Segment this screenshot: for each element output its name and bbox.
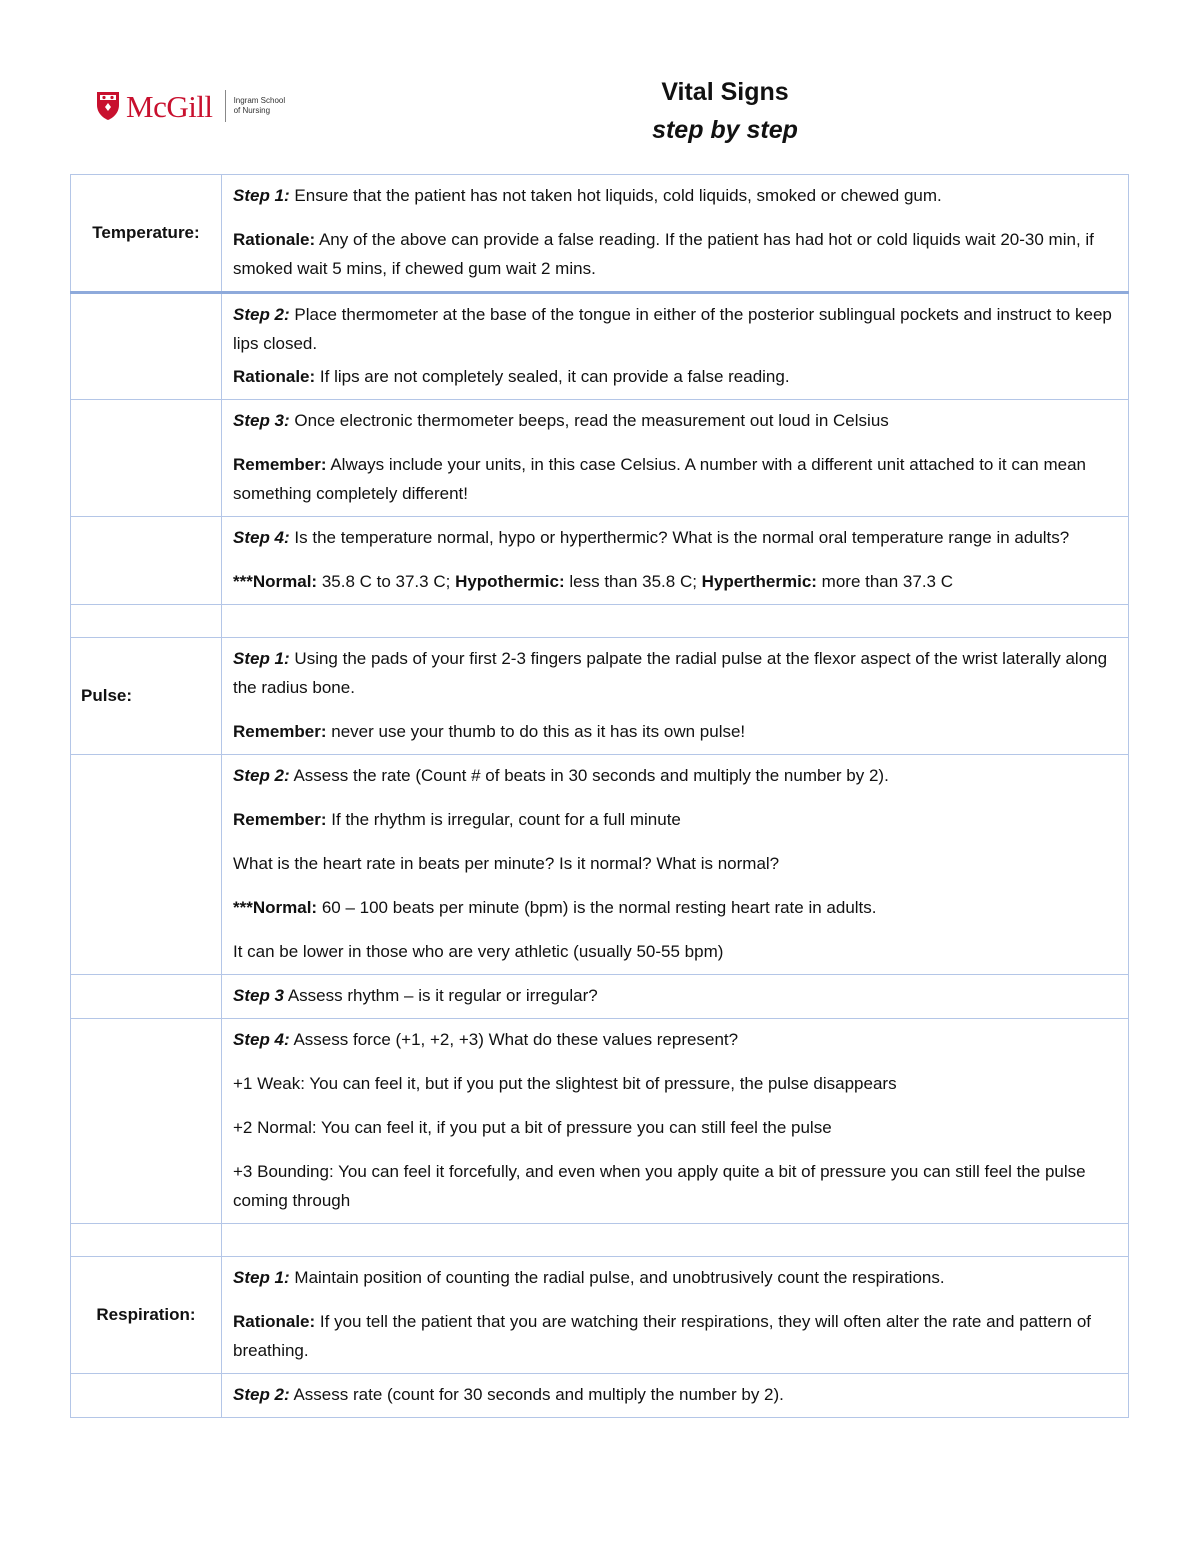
table-row xyxy=(71,755,1129,975)
table-row xyxy=(71,293,1129,400)
normal-body: 60 – 100 beats per minute (bpm) is the normal resting heart rate in adults. xyxy=(317,898,877,917)
step-body: Using the pads of your first 2-3 fingers palpate the radial pulse at the flexor aspect of the wrist laterally along the radius bone. xyxy=(233,649,1108,697)
step-text xyxy=(233,761,1117,790)
step-text xyxy=(233,406,1117,435)
step-lead: Step 2: xyxy=(233,1385,290,1404)
empty-label-cell xyxy=(71,755,222,975)
note-lead: Rationale: xyxy=(233,1312,316,1331)
rationale-text xyxy=(233,362,1117,391)
note-lead: Rationale: xyxy=(233,367,316,386)
step-lead: Step 2: xyxy=(233,305,290,324)
section-label-temperature: Temperature: xyxy=(71,175,222,293)
empty-label-cell xyxy=(71,293,222,400)
mcgill-crest-icon xyxy=(96,91,120,121)
athletic-note: It can be lower in those who are very athletic (usually 50-55 bpm) xyxy=(233,942,724,961)
table-row xyxy=(71,1374,1129,1418)
question-text: What is the heart rate in beats per minute? Is it normal? What is normal? xyxy=(233,854,780,873)
normal-lead: ***Normal: xyxy=(233,898,318,917)
step-body: Maintain position of counting the radial pulse, and unobtrusively count the respirations. xyxy=(289,1268,945,1287)
temperature-ranges xyxy=(233,567,1117,596)
respiration-step-1 xyxy=(222,1257,1129,1374)
page-title: Vital Signs xyxy=(661,78,789,106)
page-subtitle: step by step xyxy=(652,116,798,144)
step-text xyxy=(233,981,1117,1010)
step-text xyxy=(233,1025,1117,1054)
step-text xyxy=(233,300,1117,358)
step-lead: Step 2: xyxy=(233,766,290,785)
note-lead: Remember: xyxy=(233,810,327,829)
step-body: Once electronic thermometer beeps, read the measurement out loud in Celsius xyxy=(289,411,889,430)
logo-school-name xyxy=(234,96,286,116)
rationale-text xyxy=(233,225,1117,283)
pulse-step-2 xyxy=(222,755,1129,975)
step-body: Assess rate (count for 30 seconds and multiply the number by 2). xyxy=(289,1385,784,1404)
table-row xyxy=(71,1019,1129,1224)
step-body: Assess force (+1, +2, +3) What do these values represent? xyxy=(289,1030,739,1049)
temperature-step-1 xyxy=(222,175,1129,293)
note-lead: Remember: xyxy=(233,722,327,741)
step-body: Is the temperature normal, hypo or hyperthermic? What is the normal oral temperature range in adults? xyxy=(289,528,1070,547)
step-text xyxy=(233,644,1117,702)
step-lead: Step 1: xyxy=(233,649,290,668)
table-row xyxy=(71,175,1129,293)
mcgill-logo xyxy=(96,86,285,126)
normal-rate-text xyxy=(233,893,1117,922)
hyperthermic-lead: Hyperthermic: xyxy=(701,572,817,591)
logo-wordmark: McGill xyxy=(126,88,213,124)
step-lead: Step 3 xyxy=(233,986,285,1005)
temperature-step-2 xyxy=(222,293,1129,400)
table-row xyxy=(71,1257,1129,1374)
empty-label-cell xyxy=(71,975,222,1019)
empty-label-cell xyxy=(71,400,222,517)
normal-lead: ***Normal: xyxy=(233,572,318,591)
table-row-spacer xyxy=(71,1224,1129,1257)
remember-text xyxy=(233,717,1117,746)
step-text xyxy=(233,1263,1117,1292)
force-weak: +1 Weak: You can feel it, but if you put the slightest bit of pressure, the pulse disappears xyxy=(233,1074,897,1093)
section-label-pulse: Pulse: xyxy=(71,638,222,755)
hyperthermic-range: more than 37.3 C xyxy=(816,572,954,591)
remember-text xyxy=(233,805,1117,834)
step-body: Ensure that the patient has not taken hot liquids, cold liquids, smoked or chewed gum. xyxy=(289,186,942,205)
logo-divider xyxy=(225,90,226,122)
step-text xyxy=(233,523,1117,552)
empty-cell xyxy=(222,605,1129,638)
step-body: Assess rhythm – is it regular or irregular? xyxy=(284,986,598,1005)
temperature-step-4 xyxy=(222,517,1129,605)
hypothermic-lead: Hypothermic: xyxy=(455,572,565,591)
logo-sub-line-1: Ingram School xyxy=(233,96,286,105)
steps-table xyxy=(70,174,1129,1418)
normal-range: 35.8 C to 37.3 C; xyxy=(317,572,456,591)
force-normal: +2 Normal: You can feel it, if you put a bit of pressure you can still feel the pulse xyxy=(233,1118,832,1137)
step-text xyxy=(233,1380,1117,1409)
rationale-text xyxy=(233,1307,1117,1365)
note-body: Any of the above can provide a false reading. If the patient has had hot or cold liquids wait 20-30 min, if smoked wait 5 mins, if chewed gum wait 2 mins. xyxy=(233,230,1094,278)
pulse-step-3 xyxy=(222,975,1129,1019)
note-lead: Remember: xyxy=(233,455,327,474)
step-lead: Step 4: xyxy=(233,528,290,547)
step-text xyxy=(233,181,1117,210)
table-row xyxy=(71,517,1129,605)
empty-label-cell xyxy=(71,1374,222,1418)
section-label-respiration: Respiration: xyxy=(71,1257,222,1374)
step-lead: Step 3: xyxy=(233,411,290,430)
table-row xyxy=(71,638,1129,755)
force-bounding: +3 Bounding: You can feel it forcefully, and even when you apply quite a bit of pressure you can still feel the pulse coming through xyxy=(233,1162,1086,1210)
note-body: If the rhythm is irregular, count for a full minute xyxy=(326,810,681,829)
temperature-step-3 xyxy=(222,400,1129,517)
empty-cell xyxy=(71,1224,222,1257)
hypothermic-range: less than 35.8 C; xyxy=(564,572,702,591)
empty-cell xyxy=(71,605,222,638)
note-body: If lips are not completely sealed, it can provide a false reading. xyxy=(315,367,790,386)
step-lead: Step 4: xyxy=(233,1030,290,1049)
logo-sub-line-2: of Nursing xyxy=(233,106,271,115)
pulse-step-1 xyxy=(222,638,1129,755)
note-body: If you tell the patient that you are watching their respirations, they will often alter the rate and pattern of breathing. xyxy=(233,1312,1092,1360)
empty-label-cell xyxy=(71,517,222,605)
note-lead: Rationale: xyxy=(233,230,316,249)
step-body: Place thermometer at the base of the tongue in either of the posterior sublingual pockets and instruct to keep lips closed. xyxy=(233,305,1112,353)
remember-text xyxy=(233,450,1117,508)
note-body: Always include your units, in this case Celsius. A number with a different unit attached to it can mean something completely different! xyxy=(233,455,1086,503)
table-row xyxy=(71,400,1129,517)
respiration-step-2 xyxy=(222,1374,1129,1418)
step-body: Assess the rate (Count # of beats in 30 seconds and multiply the number by 2). xyxy=(289,766,889,785)
table-row-spacer xyxy=(71,605,1129,638)
table-row xyxy=(71,975,1129,1019)
step-lead: Step 1: xyxy=(233,1268,290,1287)
step-lead: Step 1: xyxy=(233,186,290,205)
empty-cell xyxy=(222,1224,1129,1257)
pulse-step-4 xyxy=(222,1019,1129,1224)
note-body: never use your thumb to do this as it has its own pulse! xyxy=(326,722,746,741)
empty-label-cell xyxy=(71,1019,222,1224)
